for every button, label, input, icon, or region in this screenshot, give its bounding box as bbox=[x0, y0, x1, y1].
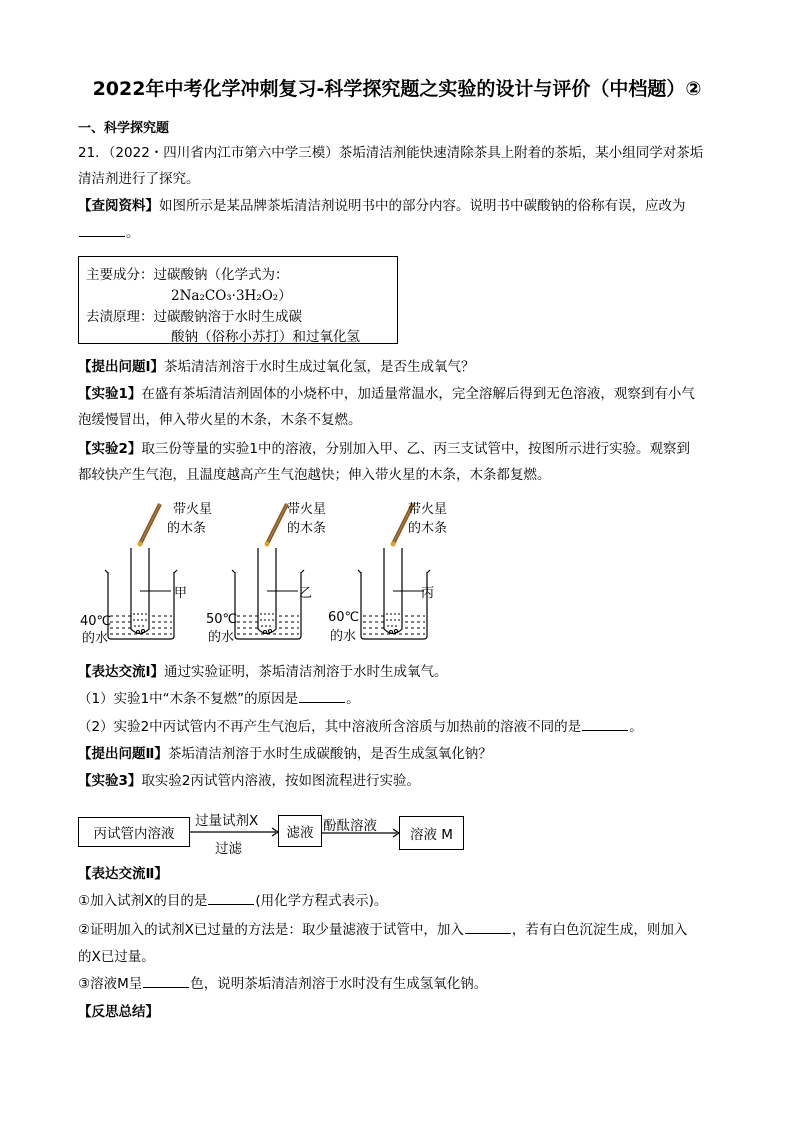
label-splint-a: 带火星 bbox=[173, 502, 213, 517]
answer-blank bbox=[208, 893, 254, 905]
label-tube-yi: 乙 bbox=[299, 586, 313, 601]
question-2: 【提出问题Ⅱ】茶垢清洁剂溶于水时生成碳酸钠，是否生成氢氧化钠？ bbox=[78, 746, 492, 762]
label-water-b: 的水 bbox=[208, 630, 235, 645]
experiment-figure bbox=[78, 496, 478, 656]
flow-box-filtrate: 滤液 bbox=[278, 815, 322, 847]
expression-2-q3: ③溶液M呈 色，说明茶垢清洁剂溶于水时没有生成氢氧化钠。 bbox=[78, 976, 488, 992]
expression-2-q1: ①加入试剂X的目的是 (用化学方程式表示)。 bbox=[78, 893, 388, 909]
label-splint-b2: 的木条 bbox=[287, 521, 327, 536]
expression-2-label: 【表达交流Ⅱ】 bbox=[78, 866, 168, 882]
label-tube-bing: 丙 bbox=[421, 586, 435, 601]
flow-box-solution-m: 溶液 M bbox=[399, 816, 464, 850]
section-heading: 一、科学探究题 bbox=[78, 121, 170, 136]
label-temp-50: 50℃ bbox=[206, 612, 238, 627]
exp1-line1: 【实验1】在盛有茶垢清洁剂固体的小烧杯中，加适量常温水，完全溶解后得到无色溶液，观察到有小气 bbox=[78, 386, 695, 402]
answer-blank bbox=[299, 691, 345, 703]
answer-blank bbox=[582, 719, 628, 731]
expression-1-q2: （2）实验2中丙试管内不再产生气泡后，其中溶液所含溶质与加热前的溶液不同的是 。 bbox=[78, 719, 643, 735]
exp2-line2: 都较快产生气泡，且温度越高产生气泡越快；伸入带火星的木条，木条都复燃。 bbox=[78, 467, 551, 483]
expression-2-q2-line2: 的X已过量。 bbox=[78, 949, 155, 965]
label-water-a: 的水 bbox=[82, 631, 109, 646]
answer-blank bbox=[465, 922, 511, 934]
flow-arrows bbox=[188, 820, 400, 840]
label-temp-40: 40℃ bbox=[80, 614, 112, 629]
flow-arrow1-top: 过量试剂X bbox=[195, 813, 259, 829]
answer-blank bbox=[79, 225, 125, 237]
reference-label: 【查阅资料】 bbox=[78, 198, 159, 214]
question-1: 【提出问题Ⅰ】茶垢清洁剂溶于水时生成过氧化氢，是否生成氧气？ bbox=[78, 359, 475, 375]
flow-arrow2-top: 酚酞溶液 bbox=[323, 818, 377, 834]
expression-1: 【表达交流Ⅰ】通过实验证明，茶垢清洁剂溶于水时生成氧气。 bbox=[78, 664, 448, 680]
flow-arrow1-bottom: 过滤 bbox=[215, 841, 242, 857]
expression-1-q1: （1）实验1中“木条不复燃”的原因是 。 bbox=[78, 691, 360, 707]
reference-line bbox=[78, 198, 686, 214]
summary-label: 【反思总结】 bbox=[78, 1004, 159, 1020]
exp3-line: 【实验3】取实验2丙试管内溶液，按如图流程进行实验。 bbox=[78, 773, 420, 789]
page-title: 2022年中考化学冲刺复习-科学探究题之实验的设计与评价（中档题）② bbox=[92, 78, 702, 100]
reference-answer-line: 。 bbox=[78, 225, 140, 241]
label-temp-60: 60℃ bbox=[328, 610, 360, 625]
exp2-line1: 【实验2】取三份等量的实验1中的溶液，分别加入甲、乙、丙三支试管中，按图所示进行实验。观察到 bbox=[78, 441, 690, 457]
exp1-line2: 泡缓慢冒出，伸入带火星的木条，木条不复燃。 bbox=[78, 412, 362, 428]
box-line3: 去渍原理：过碳酸钠溶于水时生成碳 bbox=[86, 309, 302, 325]
label-splint-a2: 的木条 bbox=[167, 521, 207, 536]
question-intro-line1: 21．（2022・四川省内江市第六中学三模）茶垢清洁剂能快速清除茶具上附着的茶垢，某小组同学对茶垢 bbox=[78, 145, 704, 161]
expression-2-q2: ②证明加入的试剂X已过量的方法是：取少量滤液于试管中，加入 ，若有白色沉淀生成，则加入 bbox=[78, 922, 688, 938]
label-tube-jia: 甲 bbox=[174, 586, 188, 601]
box-line2: 2Na₂CO₃·3H₂O₂） bbox=[171, 288, 292, 304]
box-line1: 主要成分：过碳酸钠（化学式为： bbox=[86, 267, 289, 283]
flow-box-source: 丙试管内溶液 bbox=[78, 817, 190, 847]
label-splint-b: 带火星 bbox=[287, 502, 327, 517]
label-splint-c: 带火星 bbox=[408, 502, 448, 517]
answer-blank bbox=[143, 976, 189, 988]
instruction-box bbox=[78, 256, 398, 344]
reference-text: 如图所示是某品牌茶垢清洁剂说明书中的部分内容。说明书中碳酸钠的俗称有误，应改为 bbox=[159, 198, 686, 214]
label-splint-c2: 的木条 bbox=[408, 521, 448, 536]
box-line4: 酸钠（俗称小苏打）和过氧化氢 bbox=[171, 329, 360, 345]
label-water-c: 的水 bbox=[330, 629, 357, 644]
question-intro-line2: 清洁剂进行了探究。 bbox=[78, 171, 200, 187]
